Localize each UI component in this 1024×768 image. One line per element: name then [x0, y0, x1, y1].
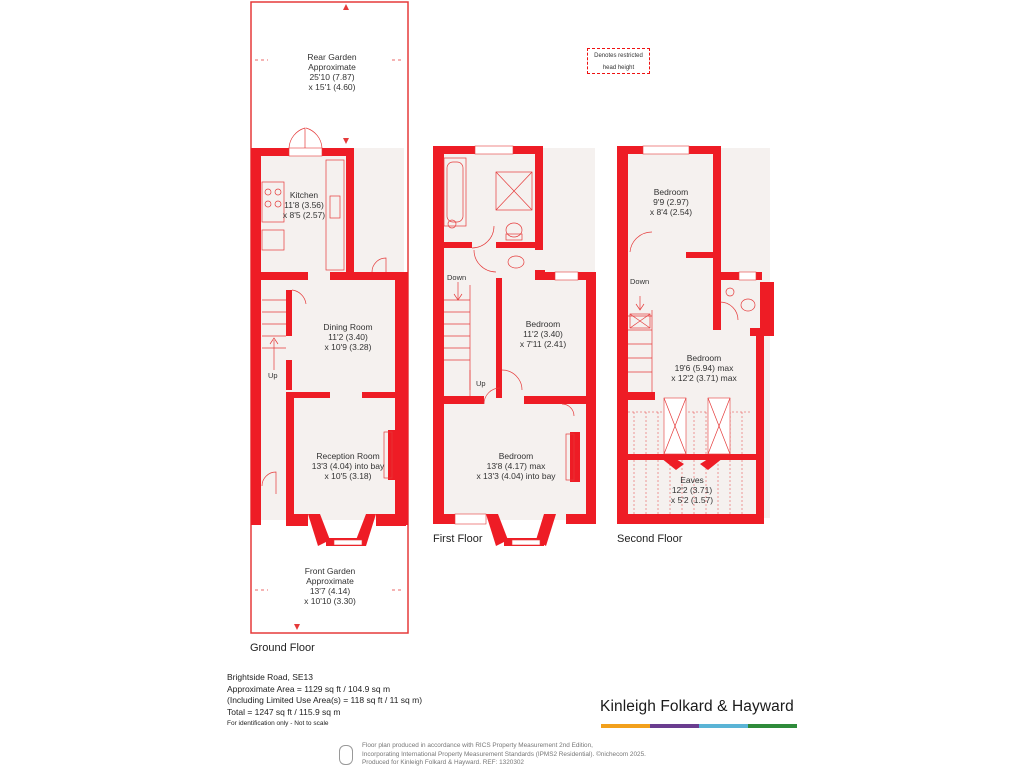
second-floor-title: Second Floor — [617, 533, 683, 545]
room-dimension: x 12'2 (3.71) max — [671, 373, 737, 383]
room-dimension: 11'8 (3.56) — [284, 200, 324, 210]
stairs-down-label: Down — [630, 277, 650, 286]
legend-text-line-2: head height — [602, 64, 635, 71]
room-dimension: 25'10 (7.87) — [309, 72, 355, 82]
second-floor-bedroom-large-label — [660, 353, 748, 383]
dining-room-label — [312, 322, 384, 352]
ground-floor-plan — [251, 2, 408, 633]
first-floor-bedroom-large-label — [466, 451, 566, 481]
brand-bar-blue — [699, 724, 748, 728]
footer-line: Incorporating International Property Measurement Standards (IPMS2 Residential). ©nichecom 2025. — [362, 750, 646, 758]
room-dimension: x 8'4 (2.54) — [649, 207, 693, 217]
footer-line: Floor plan produced in accordance with RICS Property Measurement 2nd Edition, — [362, 742, 593, 749]
room-name: Kitchen — [289, 190, 319, 200]
property-info — [227, 672, 422, 730]
room-dimension: x 10'9 (3.28) — [324, 342, 372, 352]
second-floor-bedroom-small-label — [640, 187, 702, 217]
brand-bar-orange — [601, 724, 650, 728]
room-dimension: 9'9 (2.97) — [653, 197, 689, 207]
stairs-up-label: Up — [476, 379, 486, 388]
room-name: Bedroom — [525, 319, 561, 329]
room-name: Front Garden — [304, 566, 356, 576]
kitchen-label — [276, 190, 332, 220]
room-name: Eaves — [680, 475, 704, 485]
room-name: Dining Room — [323, 322, 373, 332]
restricted-height-legend — [587, 48, 650, 74]
room-dimension: 13'3 (4.04) into bay — [311, 461, 385, 471]
ground-floor-title: Ground Floor — [250, 642, 315, 654]
eaves-label — [664, 475, 720, 505]
room-dimension: 11'2 (3.40) — [523, 329, 563, 339]
brand-logo-text: Kinleigh Folkard & Hayward — [600, 698, 794, 715]
room-name: Bedroom — [686, 353, 722, 363]
room-dimension: x 5'2 (1.57) — [670, 495, 714, 505]
room-dimension: x 8'5 (2.57) — [282, 210, 326, 220]
room-dimension: 11'2 (3.40) — [328, 332, 368, 342]
room-dimension: 19'6 (5.94) max — [674, 363, 734, 373]
reception-room-label — [302, 451, 394, 481]
stairs-up-label: Up — [268, 371, 278, 380]
room-dimension: x 15'1 (4.60) — [308, 82, 356, 92]
room-dimension: 12'2 (3.71) — [671, 485, 713, 495]
room-dimension: x 7'11 (2.41) — [519, 339, 567, 349]
brand-bar-purple — [650, 724, 699, 728]
first-floor-title: First Floor — [433, 533, 483, 545]
brand-color-bar — [601, 724, 797, 728]
rear-garden-label — [296, 52, 368, 92]
approximate-area: Approximate Area = 1129 sq ft / 104.9 sq m — [227, 683, 391, 694]
brand-bar-green — [748, 724, 797, 728]
room-dimension: x 13'3 (4.04) into bay — [476, 471, 556, 481]
room-dimension: x 10'5 (3.18) — [324, 471, 372, 481]
first-floor-bedroom-small-label — [510, 319, 576, 349]
address: Brightside Road, SE13 — [227, 672, 313, 682]
footer-line: Produced for Kinleigh Folkard & Hayward. REF: 1320302 — [362, 759, 524, 766]
room-note: Approximate — [308, 62, 356, 72]
footer-credits — [362, 742, 646, 768]
room-dimension: 13'7 (4.14) — [309, 586, 351, 596]
room-note: Approximate — [306, 576, 354, 586]
room-name: Reception Room — [316, 451, 380, 461]
room-dimension: 13'8 (4.17) max — [486, 461, 546, 471]
limited-use-area: (Including Limited Use Area(s) = 118 sq ft / 11 sq m) — [227, 695, 423, 705]
room-dimension: x 10'10 (3.30) — [304, 596, 356, 606]
stairs-down-label: Down — [447, 273, 467, 282]
scale-note: For identification only - Not to scale — [227, 720, 329, 727]
room-name: Bedroom — [653, 187, 689, 197]
info-icon — [339, 745, 353, 765]
front-garden-label — [294, 566, 366, 606]
room-name: Bedroom — [498, 451, 534, 461]
total-area: Total = 1247 sq ft / 115.9 sq m — [227, 706, 341, 717]
legend-text-line-1: Denotes restricted — [594, 53, 643, 59]
room-name: Rear Garden — [307, 52, 357, 62]
